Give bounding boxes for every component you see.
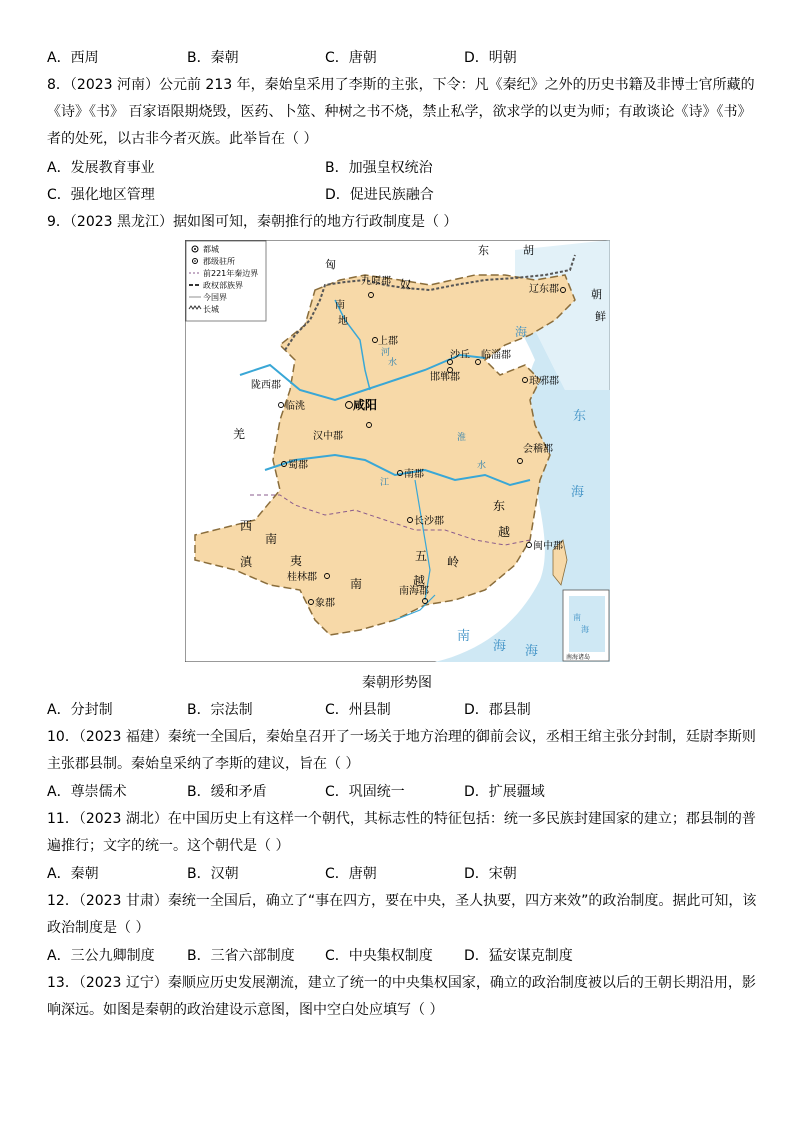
- q7-option-a[interactable]: A．西周: [47, 50, 99, 66]
- q9-option-d[interactable]: D．郡县制: [464, 702, 531, 718]
- map-caption: 秦朝形势图: [362, 675, 432, 691]
- q9-option-a[interactable]: A．分封制: [47, 702, 113, 718]
- q8-option-c[interactable]: C．强化地区管理: [47, 187, 155, 203]
- label-langya: 琅邪郡: [529, 376, 559, 387]
- label-inset-title: 南海诸岛: [566, 654, 591, 661]
- label-sea-hai-2: 海: [571, 485, 585, 500]
- label-shu: 蜀郡: [288, 460, 308, 471]
- label-sea-nan: 南: [457, 629, 471, 644]
- label-qiang: 羌: [233, 427, 246, 441]
- label-river-he: 河: [381, 348, 391, 358]
- label-sea-hai-1: 海: [515, 325, 528, 339]
- legend-regime-border: 政权部族界: [203, 281, 243, 290]
- q10-stem-line-1: 10．（2023 福建）秦统一全国后，秦始皇召开了一场关于地方治理的御前会议，丞相王绾主张分封制，廷尉李斯则: [47, 729, 756, 745]
- q10-option-d[interactable]: D．扩展疆域: [464, 784, 545, 800]
- label-sea-hai-4: 海: [493, 639, 507, 654]
- label-nanjun: 南郡: [404, 469, 424, 480]
- label-xianyang: 咸阳: [353, 398, 378, 412]
- q8-option-a[interactable]: A．发展教育事业: [47, 160, 155, 176]
- q7-option-c[interactable]: C．唐朝: [325, 50, 377, 66]
- label-shaqiu: 沙丘: [450, 350, 470, 361]
- label-river-shui-2: 水: [477, 461, 487, 471]
- label-jiuyuan: 九原郡: [361, 276, 391, 287]
- q9-option-b[interactable]: B．宗法制: [187, 702, 253, 718]
- label-sea-dong: 东: [573, 409, 587, 424]
- q11-option-d[interactable]: D．宋朝: [464, 866, 517, 882]
- label-yi: 夷: [290, 554, 303, 568]
- label-di: 地: [338, 316, 348, 327]
- label-changsha: 长沙郡: [414, 516, 444, 527]
- label-longxi: 陇西郡: [251, 380, 281, 391]
- q11-option-c[interactable]: C．唐朝: [325, 866, 377, 882]
- label-wu: 五: [415, 549, 428, 563]
- label-nan: 南: [335, 300, 345, 311]
- legend-modern-border: 今国界: [203, 293, 227, 302]
- q12-option-d[interactable]: D．猛安谋克制度: [464, 948, 573, 964]
- label-xi: 西: [240, 519, 253, 533]
- q11-stem-line-1: 11．（2023 湖北）在中国历史上有这样一个朝代，其标志性的特征包括：统一多民族封建国家的建立；郡县制的普: [47, 811, 756, 827]
- q8-stem-line-2: 《诗》《书》 百家语限期烧毁，医药、卜筮、种树之书不烧，禁止私学，欲求学的以吏为师；有敢谈论《诗》《书》: [47, 104, 752, 120]
- label-kuaiji: 会稽郡: [523, 444, 553, 455]
- q12-stem-line-2: 政治制度是（ ）: [47, 920, 150, 936]
- q13-stem-line-1: 13．（2023 辽宁）秦顺应历史发展潮流，建立了统一的中央集权国家，确立的政治制度被以后的王朝长期沿用，影: [47, 975, 756, 991]
- q12-option-c[interactable]: C．中央集权制度: [325, 948, 433, 964]
- label-xiang: 象郡: [315, 598, 335, 609]
- label-donghu-2: 胡: [523, 244, 534, 257]
- q8-option-d[interactable]: D．促进民族融合: [325, 187, 434, 203]
- q8-stem-line-3: 者的处死，以古非今者灭族。此举旨在（ ）: [47, 131, 318, 147]
- q11-stem-line-2: 遍推行；文字的统一。这个朝代是（ ）: [47, 838, 290, 854]
- q10-option-a[interactable]: A．尊崇儒术: [47, 784, 127, 800]
- label-chaoxian-2: 鲜: [595, 310, 606, 323]
- q10-option-c[interactable]: C．巩固统一: [325, 784, 405, 800]
- label-donghu-1: 东: [478, 244, 489, 257]
- label-shangjun: 上郡: [378, 336, 398, 347]
- q11-option-b[interactable]: B．汉朝: [187, 866, 239, 882]
- q9-option-c[interactable]: C．州县制: [325, 702, 391, 718]
- q11-option-a[interactable]: A．秦朝: [47, 866, 99, 882]
- label-ling: 岭: [447, 555, 460, 569]
- label-minzhong: 闽中郡: [533, 541, 563, 552]
- label-river-jiang: 江: [380, 478, 390, 488]
- qin-dynasty-map: [185, 240, 610, 662]
- q9-stem: 9．（2023 黑龙江）据如图可知，秦朝推行的地方行政制度是（ ）: [47, 214, 458, 230]
- q13-stem-line-2: 响深远。如图是秦朝的政治建设示意图，图中空白处应填写（ ）: [47, 1002, 444, 1018]
- q12-stem-line-1: 12．（2023 甘肃）秦统一全国后，确立了“事在四方，要在中央，圣人执要，四方来效”的政治制度。据此可知，该: [47, 893, 757, 909]
- label-yue-2: 越: [498, 525, 511, 539]
- q10-option-b[interactable]: B．缓和矛盾: [187, 784, 267, 800]
- q7-option-b[interactable]: B．秦朝: [187, 50, 239, 66]
- label-river-huai: 淮: [457, 433, 467, 443]
- label-inset-hai: 海: [581, 625, 589, 634]
- legend-qin-border-221bc: 前221年秦边界: [203, 269, 259, 278]
- label-hanzhong: 汉中郡: [313, 431, 343, 442]
- label-handan: 邯郸郡: [430, 372, 460, 383]
- label-inset-nan: 南: [573, 613, 581, 622]
- q10-stem-line-2: 主张郡县制。秦始皇采纳了李斯的建议，旨在（ ）: [47, 756, 360, 772]
- label-xiongnu-2: 奴: [400, 278, 411, 291]
- label-lintao: 临洮: [285, 401, 305, 412]
- label-yue: 越: [413, 574, 426, 588]
- label-nan-3: 南: [350, 577, 363, 591]
- legend-capital: 都城: [203, 245, 219, 254]
- label-nanhai: 南海郡: [399, 586, 429, 597]
- label-dong: 东: [493, 499, 506, 513]
- legend-commandery-seat: 郡级驻所: [203, 257, 235, 266]
- label-linzi: 临淄郡: [481, 350, 511, 361]
- q8-stem-line-1: 8．（2023 河南）公元前 213 年，秦始皇采用了李斯的主张，下令：凡《秦纪》之外的历史书籍及非博士官所藏的: [47, 77, 755, 93]
- q12-option-a[interactable]: A．三公九卿制度: [47, 948, 155, 964]
- label-xiongnu-1: 匈: [325, 258, 336, 271]
- label-liaodong: 辽东郡: [529, 284, 559, 295]
- label-sea-hai-3: 海: [525, 644, 539, 659]
- label-nan-2: 南: [265, 532, 278, 546]
- q12-option-b[interactable]: B．三省六部制度: [187, 948, 295, 964]
- label-dian: 滇: [240, 555, 253, 569]
- label-chaoxian-1: 朝: [591, 288, 602, 301]
- label-river-shui-1: 水: [388, 358, 398, 368]
- q7-option-d[interactable]: D．明朝: [464, 50, 517, 66]
- legend-great-wall: 长城: [203, 305, 219, 314]
- label-guilin: 桂林郡: [287, 572, 317, 583]
- q8-option-b[interactable]: B．加强皇权统治: [325, 160, 433, 176]
